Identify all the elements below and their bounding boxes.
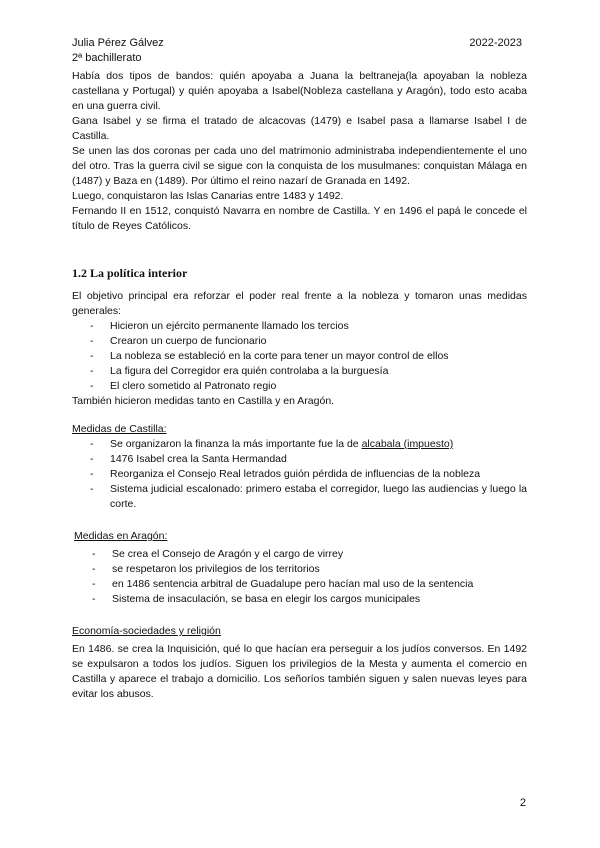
paragraph-alcacovas: Gana Isabel y se firma el tratado de alcacovas (1479) e Isabel pasa a llamarse Isabel I de Castilla. [72,115,527,142]
economia-text: En 1486. se crea la Inquisición, qué lo que hacían era perseguir a los judíos conversos. En 1492 se expulsaron a todos los judíos. Siguen los privilegios de la Mesta y aumenta el comercio en Castilla y aparece el trabajo a domicilio. Los señoríos también siguen y salen nuevas leyes para evitar los abusos. [72,643,527,700]
politica-interior [72,289,527,409]
paragraph-navarra: Fernando II en 1512, conquistó Navarra en nombre de Castilla. Y en 1496 el papá le concede el título de Reyes Católicos. [72,205,527,232]
header-author: Julia Pérez Gálvez [72,37,164,49]
dash-marker: - [90,335,94,347]
list-item: - Se organizaron la finanza la más importante fue la de alcabala (impuesto) [90,438,454,450]
list-item: - Crearon un cuerpo de funcionario [90,335,267,347]
dash-marker: - [90,380,94,392]
list-item: - La figura del Corregidor era quién controlaba a la burguesía [90,365,389,377]
castilla-section [72,422,527,512]
list-item: - La nobleza se estableció en la corte para tener un mayor control de ellos [90,350,449,362]
dash-marker: - [90,350,94,362]
dash-marker: - [90,483,94,495]
list-item: - Sistema judicial escalonado: primero estaba el corregidor, luego las audiencias y luego la corte. [90,483,527,510]
castilla-list [72,437,527,512]
list-item: - en 1486 sentencia arbitral de Guadalupe pero hacían mal uso de la sentencia [92,578,474,590]
aragon-section [72,529,527,607]
aragon-list [72,547,527,607]
list-item: - Hicieron un ejército permanente llamado los tercios [90,320,349,332]
economia-section [72,624,527,702]
general-measures-list [72,319,527,394]
dash-marker: - [90,365,94,377]
list-item: - 1476 Isabel crea la Santa Hermandad [90,453,287,465]
aragon-heading: Medidas en Aragón: [74,530,168,542]
dash-marker: - [92,563,96,575]
paragraph-coronas: Se unen las dos coronas per cada uno del matrimonio administraba independientemente el uno del otro. Tras la guerra civil se sigue con la conquista de los musulmanes: conquistan Málaga en (1487) y Baza en (1489). Por último el reino nazarí de Granada en 1492. [72,145,527,187]
section-intro: El objetivo principal era reforzar el poder real frente a la nobleza y tomaron unas medidas generales: [72,290,527,317]
dash-marker: - [90,320,94,332]
header-course: 2ª bachillerato [72,52,142,64]
list-item: - El clero sometido al Patronato regio [90,380,277,392]
economia-heading: Economía-sociedades y religión [72,625,221,637]
page-number: 2 [519,797,526,809]
dash-marker: - [90,453,94,465]
paragraph-bandos: Había dos tipos de bandos: quién apoyaba a Juana la beltraneja(la apoyaban la nobleza castellana y Portugal) y quién apoyaba a Isabel(Nobleza castellana y Aragón), todo esto acaba en una guerra civil. [72,70,527,112]
alcabala-underlined: alcabala (impuesto) [361,438,454,450]
list-item: - Sistema de insaculación, se basa en elegir los cargos municipales [92,593,421,605]
header-year: 2022-2023 [469,37,522,49]
paragraph-canarias: Luego, conquistaron las Islas Canarias entre 1483 y 1492. [72,190,344,202]
dash-marker: - [90,438,94,450]
section-title: 1.2 La política interior [72,266,188,280]
intro-text [72,69,527,234]
section-closing: También hicieron medidas tanto en Castilla y en Aragón. [72,395,335,407]
list-item: - se respetaron los privilegios de los territorios [92,563,320,575]
list-item: - Reorganiza el Consejo Real letrados guión pérdida de influencias de la nobleza [90,468,481,480]
dash-marker: - [92,578,96,590]
dash-marker: - [90,468,94,480]
dash-marker: - [92,548,96,560]
list-item: - Se crea el Consejo de Aragón y el cargo de virrey [92,548,344,560]
castilla-heading: Medidas de Castilla: [72,423,167,435]
dash-marker: - [92,593,96,605]
